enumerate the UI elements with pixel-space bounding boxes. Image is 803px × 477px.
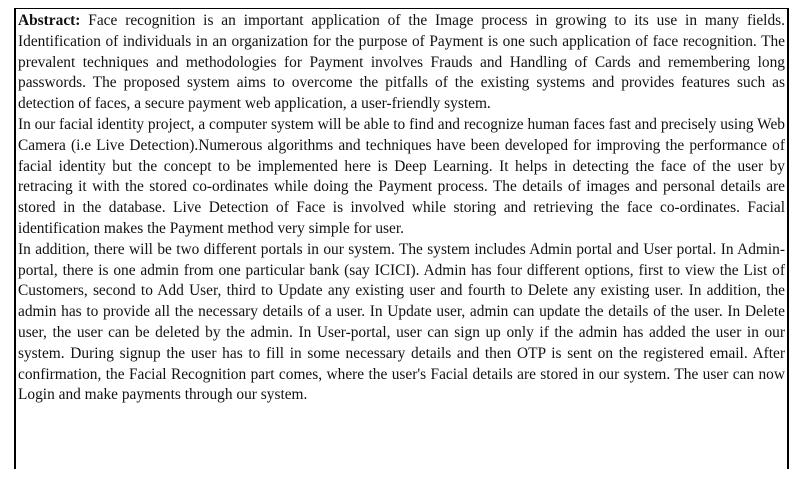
abstract-paragraph-3: In addition, there will be two different portals in our system. The system includes Admin portal and User portal. In Admin-portal, there is one admin from one particular bank (say ICICI). Admin has four different options, first to view the List of Customers, second to Add User, third to Update any existing user and fourth to Delete any existing user. In addition, the admin has to provide all the necessary details of a user. In Update user, admin can update the details of the user. In Delete user, the user can be deleted by the admin. In User-portal, user can sign up only if the admin has added the user in our system. During signup the user has to fill in some necessary details and then OTP is sent on the registered email. After confirmation, the Facial Recognition part comes, where the user's Facial details are stored in our system. The user can now Login and make payments through our system. <box>18 240 785 404</box>
abstract-label: Abstract: <box>18 12 81 29</box>
abstract-paragraph-1-text: Face recognition is an important application of the Image process in growing to its use in many fields. Identification of individuals in an organization for the purpose of Payment is one such application of face recognition. The prevalent techniques and methodologies for Payment involves Frauds and Handling of Cards and remembering long passwords. The proposed system aims to overcome the pitfalls of the existing systems and provides features such as detection of faces, a secure payment web application, a user-friendly system. <box>18 12 785 113</box>
abstract-box <box>14 8 789 469</box>
abstract-paragraph-1 <box>18 11 785 115</box>
abstract-paragraph-2: In our facial identity project, a computer system will be able to find and recognize human faces fast and precisely using Web Camera (i.e Live Detection).Numerous algorithms and techniques have been developed for improving the performance of facial identity but the concept to be implemented here is Deep Learning. It helps in detecting the face of the user by retracing it with the stored co-ordinates while doing the Payment process. The details of images and personal details are stored in the database. Live Detection of Face is involved while storing and retrieving the face co-ordinates. Facial identification makes the Payment method very simple for user. <box>18 115 785 237</box>
